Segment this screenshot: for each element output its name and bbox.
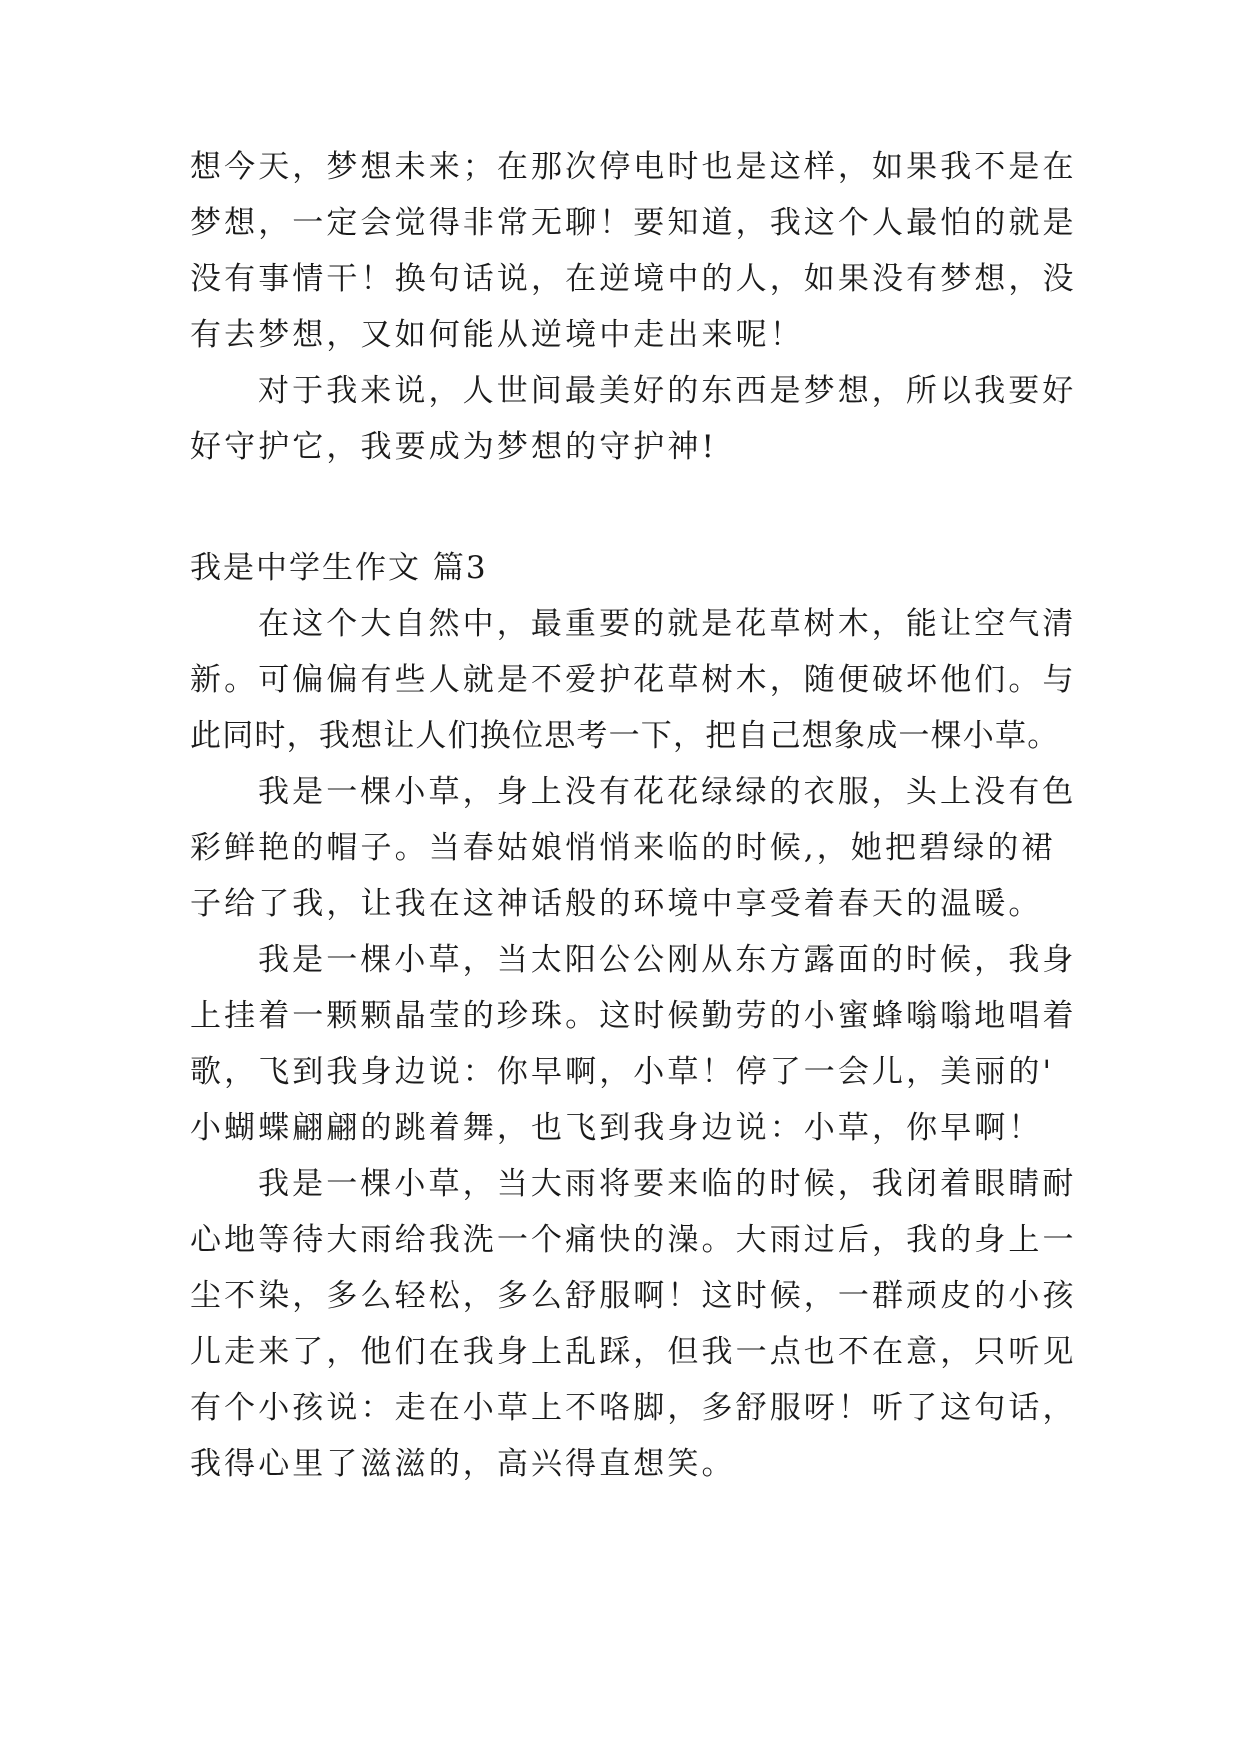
paragraph-1-line-3: 没有事情干！换句话说，在逆境中的人，如果没有梦想，没 xyxy=(190,261,1077,297)
paragraph-6-line-2: 心地等待大雨给我洗一个痛快的澡。大雨过后，我的身上一 xyxy=(190,1222,1077,1258)
paragraph-6-line-5: 有个小孩说：走在小草上不咯脚，多舒服呀！听了这句话， xyxy=(190,1390,1077,1426)
paragraph-5-line-2: 上挂着一颗颗晶莹的珍珠。这时候勤劳的小蜜蜂嗡嗡地唱着 xyxy=(190,998,1077,1034)
paragraph-6-line-4: 儿走来了，他们在我身上乱踩，但我一点也不在意，只听见 xyxy=(190,1334,1077,1370)
paragraph-1-line-1: 想今天，梦想未来；在那次停电时也是这样，如果我不是在 xyxy=(190,149,1077,185)
paragraph-6-line-1: 我是一棵小草，当大雨将要来临的时候，我闭着眼睛耐 xyxy=(258,1166,1077,1202)
paragraph-4-line-2: 彩鲜艳的帽子。当春姑娘悄悄来临的时候,，她把碧绿的裙 xyxy=(190,830,1056,866)
paragraph-5-line-4: 小蝴蝶翩翩的跳着舞，也飞到我身边说：小草，你早啊！ xyxy=(190,1110,1043,1146)
paragraph-3-line-1: 在这个大自然中，最重要的就是花草树木，能让空气清 xyxy=(258,606,1077,642)
paragraph-2-line-2: 好守护它，我要成为梦想的守护神! xyxy=(190,429,718,465)
paragraph-6-line-3: 尘不染，多么轻松，多么舒服啊！这时候，一群顽皮的小孩 xyxy=(190,1278,1077,1314)
paragraph-6-line-6: 我得心里了滋滋的，高兴得直想笑。 xyxy=(190,1446,736,1482)
section-heading: 我是中学生作文 篇3 xyxy=(190,550,488,586)
paragraph-5-line-1: 我是一棵小草，当太阳公公刚从东方露面的时候，我身 xyxy=(258,942,1077,978)
paragraph-3-line-2: 新。可偏偏有些人就是不爱护花草树木，随便破坏他们。与 xyxy=(190,662,1077,698)
paragraph-4-line-1: 我是一棵小草，身上没有花花绿绿的衣服，头上没有色 xyxy=(258,774,1077,810)
paragraph-3-line-3: 此同时，我想让人们换位思考一下，把自己想象成一棵小草。 xyxy=(190,718,1060,754)
paragraph-1-line-2: 梦想，一定会觉得非常无聊！要知道，我这个人最怕的就是 xyxy=(190,205,1077,241)
paragraph-4-line-3: 子给了我，让我在这神话般的环境中享受着春天的温暖。 xyxy=(190,886,1043,922)
paragraph-1-line-4: 有去梦想，又如何能从逆境中走出来呢！ xyxy=(190,317,804,353)
paragraph-5-line-3: 歌，飞到我身边说：你早啊，小草！停了一会儿，美丽的' xyxy=(190,1054,1055,1090)
paragraph-2-line-1: 对于我来说，人世间最美好的东西是梦想，所以我要好 xyxy=(258,373,1077,409)
